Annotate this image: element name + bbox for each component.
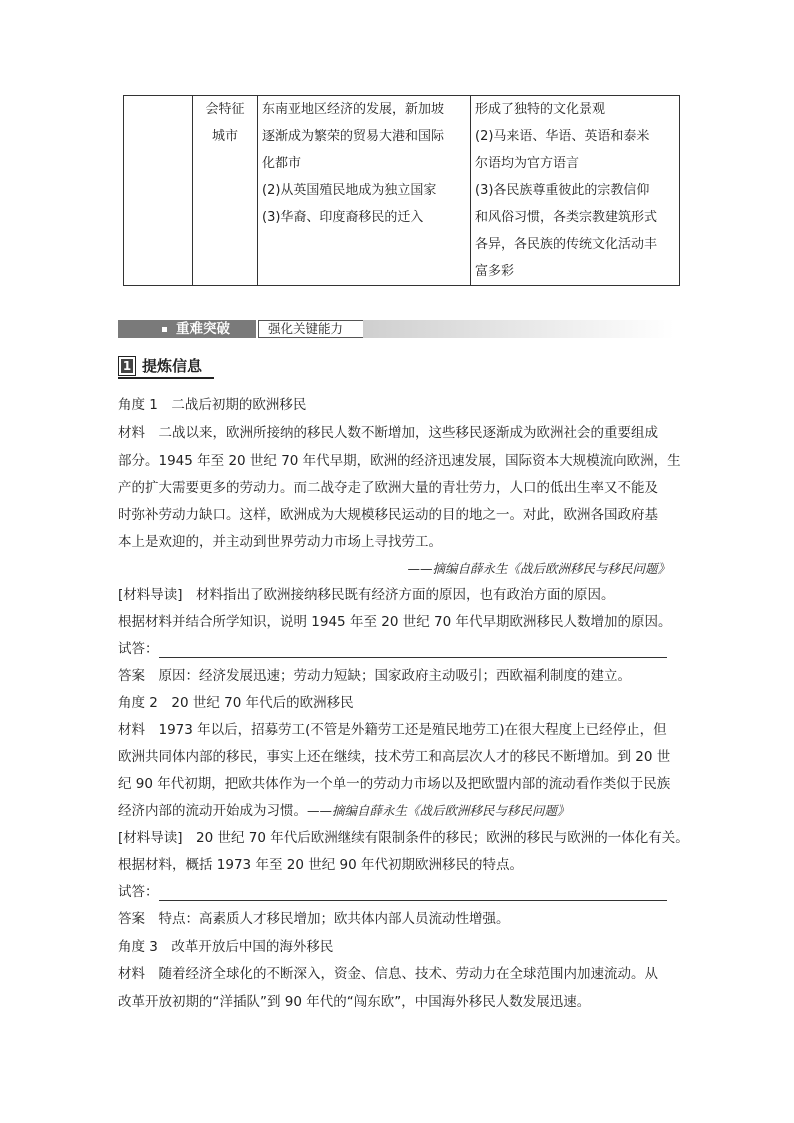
angle2-answer: 答案 特点：高素质人才移民增加；欧共体内部人员流动性增强。 xyxy=(118,911,510,927)
cell-line: 形成了独特的文化景观 xyxy=(475,102,606,117)
angle2-source: ——摘编自薛永生《战后欧洲移民与移民问题》 xyxy=(307,803,570,818)
cell-line: (2)从英国殖民地成为独立国家 xyxy=(262,183,437,198)
cell-line: (3)各民族尊重彼此的宗教信仰 xyxy=(475,183,650,198)
banner-title: 重难突破 xyxy=(176,321,230,337)
table-row xyxy=(124,96,680,286)
section-banner xyxy=(118,318,674,340)
angle3-material-line: 改革开放初期的“洋插队”到 90 年代的“闯东欧”，中国海外移民人数发展迅速。 xyxy=(118,994,591,1010)
cell-line: 东南亚地区经济的发展，新加坡 xyxy=(262,102,445,117)
cell-line: 和风俗习惯，各类宗教建筑形式 xyxy=(475,210,658,225)
cell-line: 富多彩 xyxy=(475,264,515,279)
number-badge xyxy=(118,356,136,376)
try-label: 试答： xyxy=(118,884,159,900)
banner-rule xyxy=(363,320,674,338)
cell-line: 逐渐成为繁荣的贸易大港和国际 xyxy=(262,129,445,144)
subheading-title: 提炼信息 xyxy=(142,357,203,375)
try-label: 试答： xyxy=(118,641,159,657)
angle2-title: 角度 2 20 世纪 70 年代后的欧洲移民 xyxy=(118,695,354,711)
angle1-title: 角度 1 二战后初期的欧洲移民 xyxy=(118,397,307,413)
angle1-material-line: 材料 二战以来，欧洲所接纳的移民人数不断增加，这些移民逐渐成为欧洲社会的重要组成 xyxy=(118,425,658,441)
banner-main xyxy=(118,320,256,338)
banner-sub xyxy=(258,320,364,338)
angle1-source: ——摘编自薛永生《战后欧洲移民与移民问题》 xyxy=(407,561,670,576)
number-badge-text: 1 xyxy=(122,359,132,373)
cell-line: 尔语均为官方语言 xyxy=(475,156,580,171)
angle1-material-line: 时弥补劳动力缺口。这样，欧洲成为大规模移民运动的目的地之一。对此，欧洲各国政府基 xyxy=(118,507,658,523)
banner-subtitle: 强化关键能力 xyxy=(268,321,344,336)
angle1-guide: [材料导读] 材料指出了欧洲接纳移民既有经济方面的原因，也有政治方面的原因。 xyxy=(118,587,615,603)
angle2-guide: [材料导读] 20 世纪 70 年代后欧洲继续有限制条件的移民；欧洲的移民与欧洲的一体化有关。 xyxy=(118,830,689,846)
angle1-material-line: 本上是欢迎的，并主动到世界劳动力市场上寻找劳工。 xyxy=(118,534,442,550)
cell-line: (3)华裔、印度裔移民的迁入 xyxy=(262,210,424,225)
cell-line: 城市 xyxy=(211,129,238,144)
angle2-material-line: 纪 90 年代初期，把欧共体作为一个单一的劳动力市场以及把欧盟内部的流动看作类似于民族 xyxy=(118,776,671,792)
subheading-underline xyxy=(118,377,214,379)
table-cell-features xyxy=(471,96,680,286)
angle1-material-line: 产的扩大需要更多的劳动力。而二战夺走了欧洲大量的青壮劳力，人口的低出生率又不能及 xyxy=(118,480,658,496)
cell-line: 各异，各民族的传统文化活动丰 xyxy=(475,237,658,252)
cell-line: 会特征 xyxy=(205,102,245,117)
angle1-answer: 答案 原因：经济发展迅速；劳动力短缺；国家政府主动吸引；西欧福利制度的建立。 xyxy=(118,668,631,684)
cell-line: 化都市 xyxy=(262,156,302,171)
angle3-title: 角度 3 改革开放后中国的海外移民 xyxy=(118,939,334,955)
angle2-try xyxy=(118,883,667,901)
angle1-question: 根据材料并结合所学知识，说明 1945 年至 20 世纪 70 年代早期欧洲移民人数增加的原因。 xyxy=(118,614,672,630)
square-bullet-icon xyxy=(162,327,167,332)
angle2-material-line xyxy=(118,802,570,820)
answer-blank[interactable] xyxy=(159,643,667,658)
angle2-material-line: 材料 1973 年以后，招募劳工(不管是外籍劳工还是殖民地劳工)在很大程度上已经停止，但 xyxy=(118,722,667,738)
angle1-material-line: 部分。1945 年至 20 世纪 70 年代早期，欧洲的经济迅速发展，国际资本大规模流向欧洲，生 xyxy=(118,453,681,469)
angle2-material-line: 欧洲共同体内部的移民，事实上还在继续，技术劳工和高层次人才的移民不断增加。到 20 世 xyxy=(118,749,671,765)
material-text: 经济内部的流动开始成为习惯。 xyxy=(118,803,307,819)
angle2-question: 根据材料，概括 1973 年至 20 世纪 90 年代初期欧洲移民的特点。 xyxy=(118,857,523,873)
table-cell-background xyxy=(258,96,471,286)
table-cell-category xyxy=(193,96,258,286)
city-feature-table xyxy=(123,95,680,286)
cell-line: (2)马来语、华语、英语和泰米 xyxy=(475,129,650,144)
answer-blank[interactable] xyxy=(159,886,667,901)
angle1-try xyxy=(118,640,667,658)
table-cell-empty xyxy=(124,96,193,286)
angle3-material-line: 材料 随着经济全球化的不断深入，资金、信息、技术、劳动力在全球范围内加速流动。从 xyxy=(118,966,658,982)
